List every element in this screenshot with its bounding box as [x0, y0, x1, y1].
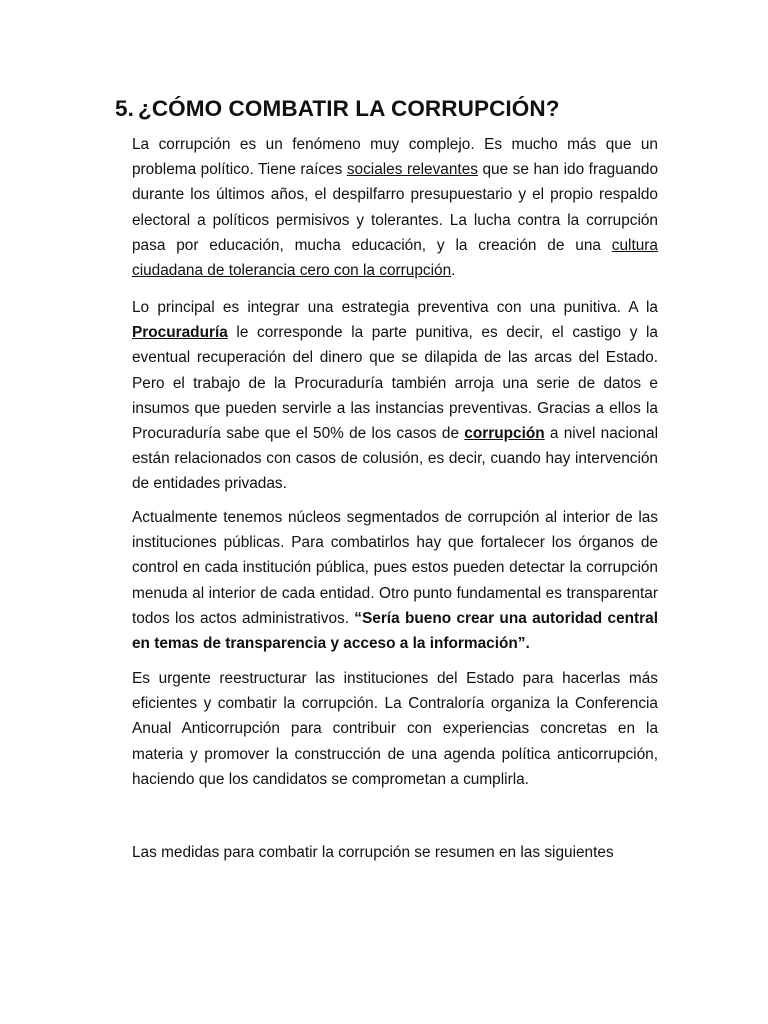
paragraph-text: La corrupción es un fenómeno muy complejo. Es mucho más que un problema político. Tiene raíces — [132, 136, 658, 179]
paragraph-2 — [132, 295, 658, 497]
paragraph-text: Lo principal es integrar una estrategia preventiva con una punitiva. A la — [132, 299, 658, 316]
paragraph-1 — [132, 132, 658, 283]
link-cultura-ciudadana[interactable]: cultura ciudadana de tolerancia cero con la corrupción — [132, 236, 658, 280]
paragraph-5: Las medidas para combatir la corrupción se resumen en las siguientes — [132, 844, 614, 861]
link-procuraduria[interactable]: Procuraduría — [132, 324, 228, 342]
paragraph-3 — [132, 505, 658, 656]
section-title: ¿CÓMO COMBATIR LA CORRUPCIÓN? — [137, 96, 560, 121]
paragraph-text: que se han ido fraguando durante los últimos años, el despilfarro presupuestario y el propio respaldo electoral a políticos permisivos y tolerantes. La lucha contra la corrupción pasa por educación, mucha educación, y la creación de una — [132, 161, 659, 254]
paragraph-text: le corresponde la parte punitiva, es decir, el castigo y la eventual recuperación del dinero que se dilapida de las arcas del Estado. Pero el trabajo de la Procuraduría también arroja una serie de datos e insumos que pueden servirle a las instancias preventivas. Gracias a ellos la Procuraduría sabe que el 50% de los casos de — [132, 324, 658, 443]
link-corrupcion[interactable]: corrupción — [464, 425, 545, 443]
paragraph-text: Actualmente tenemos núcleos segmentados de corrupción al interior de las instituciones públicas. Para combatirlos hay que fortalecer los órganos de control en cada institución pública, pues estos pueden detectar la corrupción menuda al interior de cada entidad. Otro punto fundamental es transparentar todos los actos administrativos. — [132, 509, 658, 627]
paragraph-text: . — [451, 262, 456, 280]
section-heading — [115, 96, 560, 122]
link-sociales-relevantes[interactable]: sociales relevantes — [346, 161, 478, 179]
section-number: 5. — [115, 96, 134, 121]
paragraph-4: Es urgente reestructurar las instituciones del Estado para hacerlas más eficientes y combatir la corrupción. La Contraloría organiza la Conferencia Anual Anticorrupción para contribuir con experiencias concretas en la materia y promover la construcción de una agenda política anticorrupción, haciendo que los candidatos se comprometan a cumplirla. — [132, 670, 658, 788]
bold-quote: “Sería bueno crear una autoridad central en temas de transparencia y acceso a la información”. — [132, 609, 658, 653]
paragraph-text: a nivel nacional están relacionados con casos de colusión, es decir, cuando hay intervención de entidades privadas. — [132, 425, 658, 493]
